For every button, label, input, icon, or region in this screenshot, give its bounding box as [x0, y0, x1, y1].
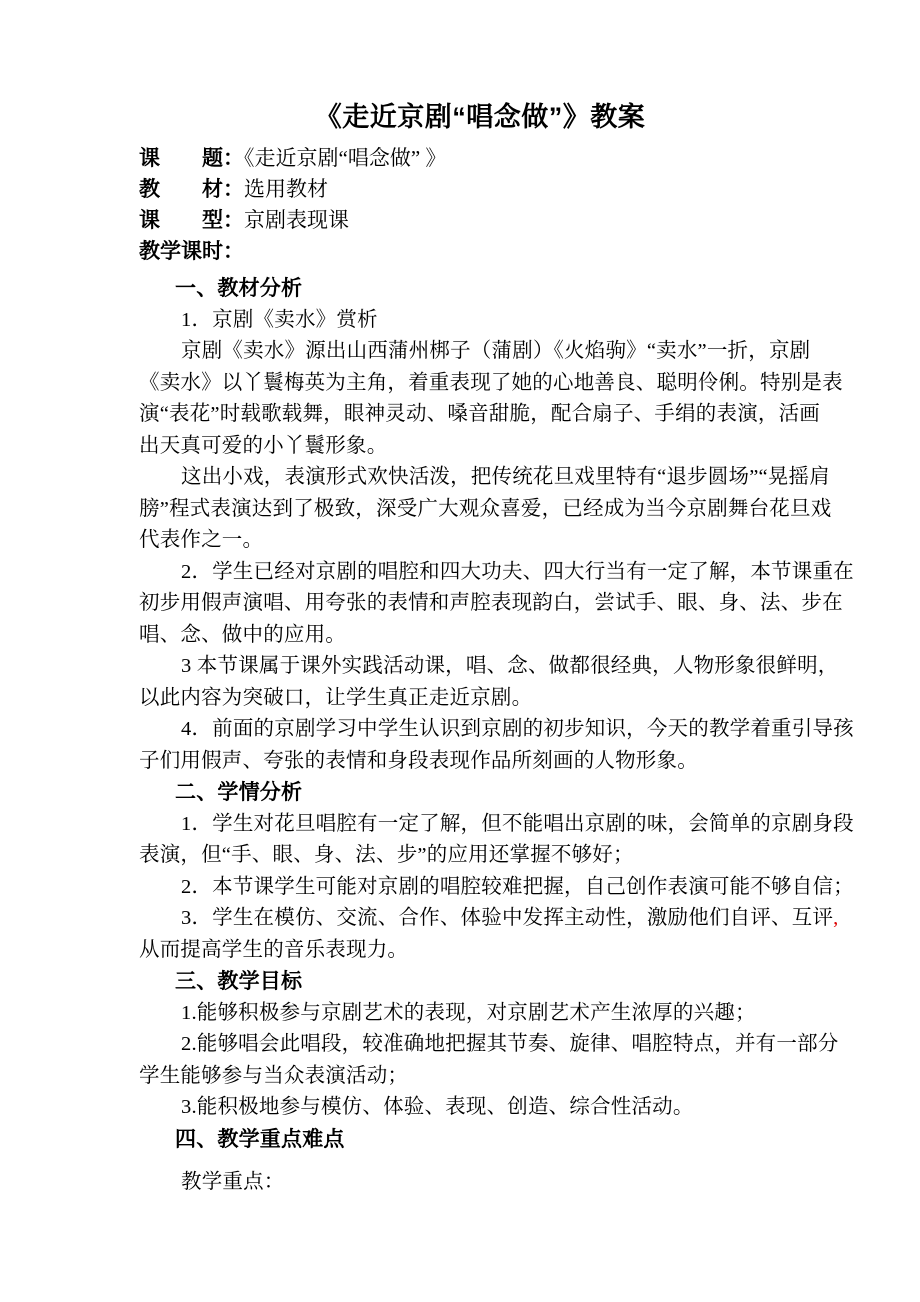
red-comma: ,: [833, 907, 839, 929]
meta-row: [139, 174, 821, 205]
section-heading: 二、学情分析: [175, 781, 303, 804]
meta-row: [139, 143, 821, 174]
document-line: 唱、念、做中的应用。: [139, 623, 346, 646]
document-line: 这出小戏，表演形式欢快活泼，把传统花旦戏里特有“退步圆场”“晃摇肩: [181, 466, 830, 488]
document-line: 代表作之一。: [139, 529, 264, 551]
document-line: 《卖水》以丫鬟梅英为主角，着重表现了她的心地善良、聪明伶俐。特别是表: [139, 371, 843, 394]
meta-value: 《走近京剧“唱念做” 》: [244, 146, 447, 170]
document-line: 膀”程式表演达到了极致，深受广大观众喜爱，已经成为当今京剧舞台花旦戏: [139, 497, 832, 520]
document-line: 京剧《卖水》源出山西蒲州梆子（蒲剧）《火焰驹》“卖水”一折，京剧: [181, 340, 811, 362]
document-line: 4．前面的京剧学习中学生认识到京剧的初步知识，今天的教学着重引导孩: [181, 718, 854, 740]
meta-value: 京剧表现课: [244, 208, 349, 232]
document-line: 教学重点：: [181, 1171, 285, 1193]
document-line: 3 本节课属于课外实践活动课，唱、念、做都很经典，人物形象很鲜明，: [181, 655, 839, 677]
meta-list: [139, 143, 821, 267]
document-line: 1．京剧《卖水》赏析: [181, 308, 378, 331]
meta-row: [139, 236, 821, 267]
document-line: 初步用假声演唱、用夸张的表情和声腔表现韵白，尝试手、眼、身、法、步在: [139, 592, 843, 614]
section-heading: 一、教材分析: [175, 277, 303, 300]
document-body: [139, 273, 854, 1199]
document-content: [139, 97, 854, 1199]
meta-value: 选用教材: [244, 177, 328, 201]
document-line: 3．学生在模仿、交流、合作、体验中发挥主动性，激励他们自评、互评,: [181, 907, 839, 929]
document-line: 演“表花”时载歌载舞，眼神灵动、嗓音甜脆，配合扇子、手绢的表演，活画: [139, 403, 820, 425]
document-line: 2.能够唱会此唱段，较准确地把握其节奏、旋律、唱腔特点，并有一部分: [181, 1033, 839, 1055]
meta-label: 教学课时：: [139, 240, 244, 263]
meta-label: 课 题：: [139, 147, 244, 170]
meta-row: [139, 205, 821, 236]
document-line: 2．学生已经对京剧的唱腔和四大功夫、四大行当有一定了解，本节课重在: [181, 560, 854, 583]
document-line: 1.能够积极参与京剧艺术的表现，对京剧艺术产生浓厚的兴趣；: [181, 1001, 756, 1024]
document-line: 子们用假声、夸张的表情和身段表现作品所刻画的人物形象。: [139, 749, 698, 772]
document-line: 1．学生对花旦唱腔有一定了解，但不能唱出京剧的味，会简单的京剧身段: [181, 812, 854, 835]
document-line: 表演，但“手、眼、身、法、步”的应用还掌握不够好；: [139, 844, 634, 866]
document-line: 从而提高学生的音乐表现力。: [139, 938, 409, 961]
document-line: 3.能积极地参与模仿、体验、表现、创造、综合性活动。: [181, 1096, 694, 1118]
section-heading: 三、教学目标: [175, 970, 303, 993]
document-title: 《走近京剧“唱念做”》教案: [314, 102, 646, 132]
document-line: 以此内容为突破口，让学生真正走近京剧。: [139, 686, 533, 709]
meta-label: 教 材：: [139, 178, 244, 201]
meta-label: 课 型：: [139, 209, 244, 232]
document-line: 2．本节课学生可能对京剧的唱腔较难把握，自己创作表演可能不够自信；: [181, 875, 854, 898]
document-line: 学生能够参与当众表演活动；: [139, 1064, 409, 1087]
document-line: 出天真可爱的小丫鬟形象。: [139, 434, 388, 457]
section-heading: 四、教学重点难点: [175, 1127, 345, 1151]
